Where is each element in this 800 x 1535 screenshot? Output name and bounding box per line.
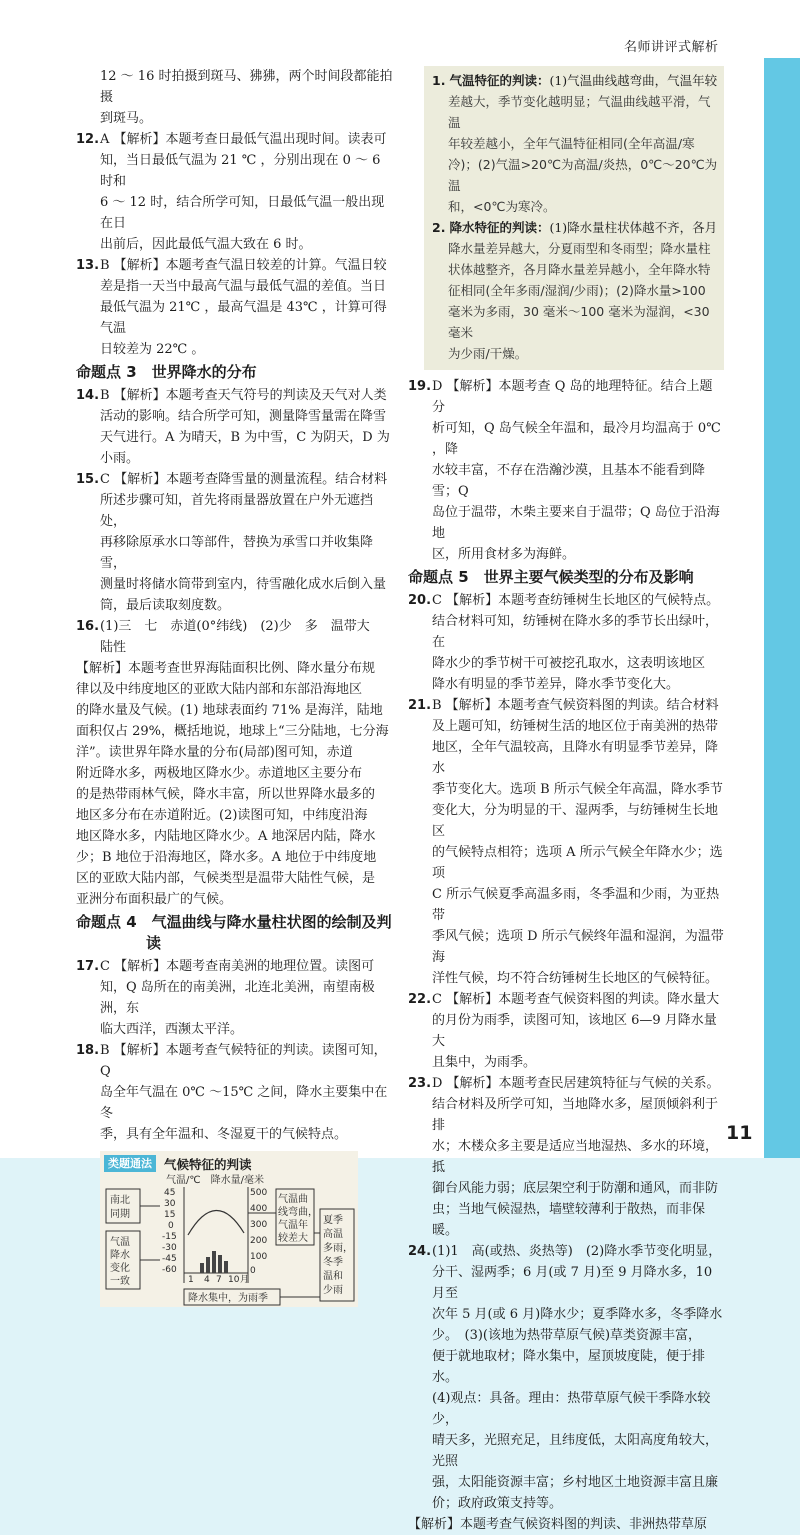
right-color-bar <box>764 0 800 1158</box>
answer-14: 14. B 【解析】本题考查天气符号的判读及天气对人类 活动的影响。结合所学可知，测量降雪量需在降雪 天气进行。A 为晴天，B 为中雪，C 为阴天，D 为 小雨。 <box>76 388 390 466</box>
header-title: 名师讲评式解析 <box>624 40 719 55</box>
svg-text:同期: 同期 <box>110 1209 130 1220</box>
svg-text:气温: 气温 <box>110 1237 130 1248</box>
answer-12: 12. A 【解析】本题考查日最低气温出现时间。读表可 知，当日最低气温为 21 ℃ ，分别出现在 0 ～ 6 时和 6 ～ 12 时，结合所学可知，日最低气温一般出现在日 出前后，因此最低气温大致在 6 时。 <box>76 132 387 252</box>
temperature-curve <box>188 1210 244 1235</box>
svg-text:气温年: 气温年 <box>278 1220 308 1231</box>
svg-text:降水集中，为雨季: 降水集中，为雨季 <box>188 1293 268 1304</box>
answer-20: 20. C 【解析】本题考查纺锤树生长地区的气候特点。 结合材料可知，纺锤树在降水多的季节长出绿叶，在 降水少的季节树干可被挖孔取水，这表明该地区 降水有明显的季节差异，降水季节变化大。 <box>408 593 720 692</box>
tick-right: 300 <box>250 1220 268 1230</box>
tick-right: 100 <box>250 1252 268 1262</box>
month-label: 10 <box>228 1275 240 1285</box>
tip-precipitation: 2. 降水特征的判读：(1)降水量柱状体越不齐，各月 降水量差异越大，分夏雨型和冬雨型；降水量柱 状体越整齐，各月降水量差异越小，全年降水特 征相同(全年多雨/湿润/少雨)；(2)降水量>100 毫米为多雨，30 毫米～100 毫米为湿润，<30 毫米 为少雨/干燥。 <box>432 220 718 361</box>
answer-15: 15. C 【解析】本题考查降雪量的测量流程。结合材料 所述步骤可知，首先将雨量器放置在户外无遮挡处， 再移除原承水口等部件，替换为承雪口并收集降雪， 测量时将储水筒带到室内，待雪融化成水后倒入量 筒，最后读取刻度数。 <box>76 472 388 613</box>
page-number: 11 <box>726 1122 753 1144</box>
tick-left: -45 <box>162 1254 177 1264</box>
svg-text:南北: 南北 <box>110 1195 130 1206</box>
precipitation-bars <box>200 1251 228 1273</box>
tick-right: 200 <box>250 1236 268 1246</box>
svg-text:高温: 高温 <box>323 1229 343 1240</box>
figure-title: 气候特征的判读 <box>164 1157 252 1172</box>
answer-21: 21. B 【解析】本题考查气候资料图的判读。结合材料 及上题可知，纺锤树生活的地区位于南美洲的热带 地区，全年气温较高，且降水有明显季节差异，降水 季节变化大。选项 B 所示气候全年高温，降水季节 变化大，分为明显的干、湿两季，与纺锤树生长地区 的气候特点相符；选项 A 所示气候全年降水少；选项 C 所示气候夏季高温多雨，冬季温和少雨，为亚热带 季风气候；选项 D 所示气候终年温和湿润，为温带海 洋性气候，均不符合纺锤树生长地区的气候特征。 <box>408 698 724 986</box>
answer-23: 23. D 【解析】本题考查民居建筑特征与气候的关系。 结合材料及所学可知，当地降水多，屋顶倾斜利于排 水；木楼众多主要是适应当地湿热、多水的环境，抵 御台风能力弱；底层架空利于防潮和通风，而非防 虫；当地气候湿热，墙壁较薄利于散热，而非保暖。 <box>408 1076 720 1238</box>
svg-text:温和: 温和 <box>323 1271 343 1282</box>
tick-right: 500 <box>250 1188 268 1198</box>
svg-text:降水: 降水 <box>110 1250 130 1261</box>
month-label: 月 <box>240 1275 250 1285</box>
answer-24: 24. (1)1 高(或热、炎热等) (2)降水季节变化明显， 分干、湿两季；6 月(或 7 月)至 9 月降水多，10 月至 次年 5 月(或 6 月)降水少；夏季降水多，冬季降水 少。 (3)(该地为热带草原气候)草类资源丰富， 便于就地取材；降水集中，屋顶坡度陡，便于排水。 (4)观点：具备。理由：热带草原气候干季降水较少， 晴天多，光照充足，且纬度低，太阳高度角较大，光照 强，太阳能资源丰富；乡村地区土地资源丰富且廉 价；政府政策支持等。 <box>408 1244 723 1511</box>
answer-16-explanation: 【解析】本题考查世界海陆面积比例、降水量分布规 律以及中纬度地区的亚欧大陆内部和东部沿海地区 的降水量及气候。(1) 地球表面约 71% 是海洋，陆地 面积仅占 29%，概括地说，地球上“三分陆地，七分海 洋”。读世界年降水量的分布(局部)图可知，赤道 附近降水多，两极地区降水少。赤道地区主要分布 的是热带雨林气候，降水丰富，所以世界降水最多的 地区多分布在赤道附近。(2)读图可知，中纬度沿海 地区降水多，内陆地区降水少。A 地深居内陆，降水 少；B 地位于沿海地区，降水多。A 地位于中纬度地 区的亚欧大陆内部，气候类型是温带大陆性气候，是 亚洲分布面积最广的气候。 <box>76 661 389 907</box>
answer-24-explanation: 【解析】本题考查气候资料图的判读、非洲热带草原 <box>408 1517 708 1532</box>
axis-units: 气温/℃ 降水量/毫米 <box>166 1175 264 1186</box>
climate-judgment-figure <box>100 1151 358 1307</box>
answer-13: 13. B 【解析】本题考查气温日较差的计算。气温日较 差是指一天当中最高气温与最低气温的差值。当日 最低气温为 21℃ ，最高气温是 43℃ ，计算可得气温 日较差为 22℃ 。 <box>76 258 387 357</box>
month-label: 7 <box>216 1275 222 1285</box>
answer-16: 16. (1)三 七 赤道(0°纬线) (2)少 多 温带大 陆性 <box>76 619 370 655</box>
answer-17: 17. C 【解析】本题考查南美洲的地理位置。读图可 知，Q 岛所在的南美洲，北连北美洲，南望南极洲，东 临大西洋，西濒太平洋。 <box>76 959 375 1037</box>
svg-text:气温曲: 气温曲 <box>278 1194 308 1205</box>
svg-text:一致: 一致 <box>110 1276 130 1287</box>
svg-text:少雨: 少雨 <box>323 1285 343 1296</box>
tick-left: 45 <box>164 1188 176 1198</box>
month-label: 4 <box>204 1275 210 1285</box>
answer-18: 18. B 【解析】本题考查气候特征的判读。读图可知，Q 岛全年气温在 0℃ ～15℃ 之间，降水主要集中在冬 季，具有全年温和、冬湿夏干的气候特点。 <box>76 1043 388 1142</box>
left-column <box>76 66 396 1307</box>
intro-text: 12 ～ 16 时拍摄到斑马、狒狒，两个时间段都能拍摄 到斑马。 <box>100 69 393 126</box>
tick-left: 15 <box>164 1210 176 1220</box>
svg-text:多雨，: 多雨， <box>323 1243 353 1254</box>
svg-text:较差大: 较差大 <box>278 1233 308 1244</box>
tip-temperature: 1. 气温特征的判读：(1)气温曲线越弯曲，气温年较 差越大，季节变化越明显；气温曲线越平滑，气温 年较差越小，全年气温特征相同(全年高温/寒 冷)；(2)气温>20℃为高温/炎热，0℃～20℃为温 和，<0℃为寒冷。 <box>432 73 718 214</box>
section-heading-4: 命题点 4 气温曲线与降水量柱状图的绘制及判 读 <box>76 913 392 952</box>
handwritten-diagram <box>100 1173 358 1307</box>
answer-22: 22. C 【解析】本题考查气候资料图的判读。降水量大 的月份为雨季，读图可知，该地区 6—9 月降水量大 且集中，为雨季。 <box>408 992 720 1070</box>
section-heading-3: 命题点 3 世界降水的分布 <box>76 363 257 381</box>
svg-text:夏季: 夏季 <box>323 1215 343 1226</box>
right-column <box>408 66 724 1535</box>
tick-left: 0 <box>168 1221 174 1231</box>
tick-right: 0 <box>250 1266 256 1276</box>
svg-text:线弯曲，: 线弯曲， <box>278 1207 318 1218</box>
tick-left: -30 <box>162 1243 177 1253</box>
tip-box <box>424 66 724 370</box>
tick-left: -60 <box>162 1265 177 1275</box>
answer-19: 19. D 【解析】本题考查 Q 岛的地理特征。结合上题分 析可知，Q 岛气候全年温和，最冷月均温高于 0℃ ，降 水较丰富，不存在浩瀚沙漠，且基本不能看到降雪；Q 岛位于温带，木柴主要来自于温带；Q 岛位于沿海地 区，所用食材多为海鲜。 <box>408 379 721 562</box>
month-label: 1 <box>188 1275 194 1285</box>
section-heading-5: 命题点 5 世界主要气候类型的分布及影响 <box>408 568 694 586</box>
method-tag: 类题通法 <box>104 1155 156 1172</box>
svg-text:变化: 变化 <box>110 1263 130 1274</box>
svg-text:冬季: 冬季 <box>323 1257 343 1268</box>
tick-left: -15 <box>162 1232 177 1242</box>
tick-right: 400 <box>250 1204 268 1214</box>
tick-left: 30 <box>164 1199 176 1209</box>
